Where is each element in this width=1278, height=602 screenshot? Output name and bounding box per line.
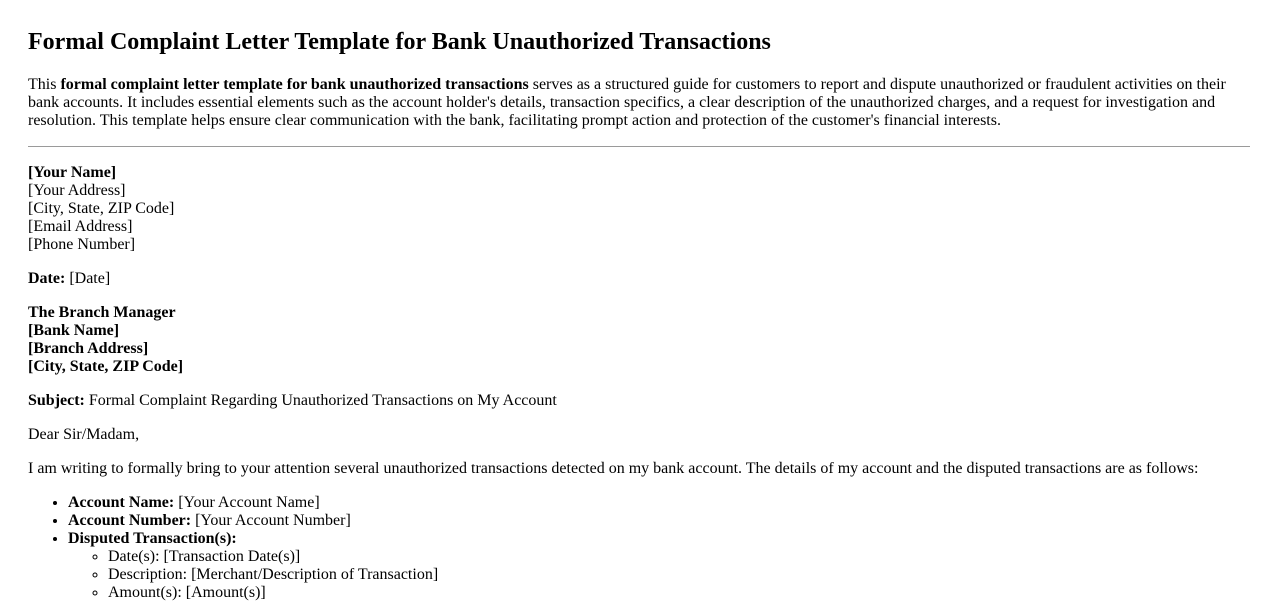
- intro-suffix: serves as a structured guide for customers to report and dispute unauthorized or fraudulent activities on their bank accounts. It includes essential elements such as the account holder's details, transaction specifics, a clear description of the unauthorized charges, and a request for investigation and resolution. This template helps ensure clear communication with the bank, facilitating prompt action and protection of the customer's financial interests.: [28, 76, 1226, 129]
- list-item-disputed-transactions: [68, 530, 1250, 602]
- date-label: Date:: [28, 270, 66, 287]
- disputed-label: Disputed Transaction(s):: [68, 530, 237, 547]
- recipient-branch: [Branch Address]: [28, 340, 149, 357]
- subject-line: [28, 392, 1250, 410]
- page-title: Formal Complaint Letter Template for Bank Unauthorized Transactions: [28, 29, 771, 55]
- account-name-label: Account Name:: [68, 494, 175, 511]
- intro-prefix: This: [28, 76, 61, 93]
- date-line: [28, 270, 1250, 288]
- sender-name: [Your Name]: [28, 164, 117, 181]
- sender-email: [Email Address]: [28, 218, 133, 235]
- sender-phone: [Phone Number]: [28, 236, 136, 253]
- recipient-title: The Branch Manager: [28, 304, 176, 321]
- body-paragraph: I am writing to formally bring to your attention several unauthorized transactions detected on my bank account. The details of my account and the disputed transactions are as follows:: [28, 460, 1199, 477]
- recipient-bank: [Bank Name]: [28, 322, 120, 339]
- sender-address: [Your Address]: [28, 182, 126, 199]
- account-number-label: Account Number:: [68, 512, 192, 529]
- list-item-account-number: [68, 512, 1250, 530]
- account-number-value: [Your Account Number]: [191, 512, 351, 529]
- disputed-item-date: ◦ Date(s): [Transaction Date(s)]: [108, 548, 1250, 566]
- salutation: Dear Sir/Madam,: [28, 426, 140, 443]
- subject-value: Formal Complaint Regarding Unauthorized Transactions on My Account: [84, 392, 557, 409]
- intro-paragraph: [28, 76, 1250, 130]
- account-name-value: [Your Account Name]: [174, 494, 320, 511]
- recipient-city: [City, State, ZIP Code]: [28, 358, 184, 375]
- intro-bold-phrase: formal complaint letter template for bank unauthorized transactions: [60, 76, 529, 93]
- recipient-block: [28, 304, 1250, 376]
- disputed-item-amount: ◦ Amount(s): [Amount(s)]: [108, 584, 1250, 602]
- date-value: [Date]: [65, 270, 111, 287]
- subject-label: Subject:: [28, 392, 85, 409]
- sender-block: [28, 164, 1250, 254]
- disputed-transactions-list: [68, 548, 1250, 602]
- divider: [28, 146, 1250, 147]
- disputed-item-description: ◦ Description: [Merchant/Description of Transaction]: [108, 566, 1250, 584]
- list-item-account-name: [68, 494, 1250, 512]
- account-details-list: [28, 494, 1250, 602]
- sender-city: [City, State, ZIP Code]: [28, 200, 175, 217]
